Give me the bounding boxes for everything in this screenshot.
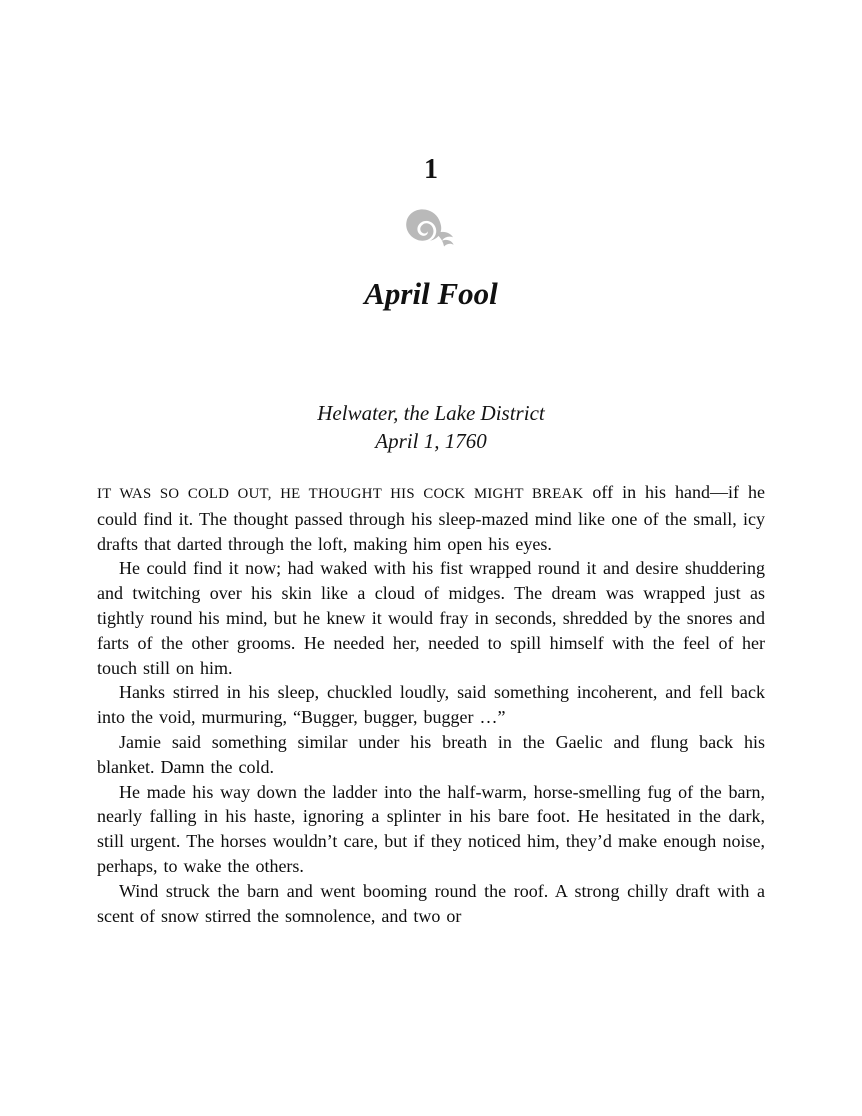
chapter-number: 1 xyxy=(424,154,438,185)
paragraph-text: off in his hand—if he could find it. The thought passed through his sleep-mazed mind like one of the small, icy drafts that darted through the loft, making him open his eyes. xyxy=(97,482,765,554)
paragraph: He made his way down the ladder into the half-warm, horse-smelling fug of the barn, nearly falling in his haste, ignoring a splinter in his bare foot. He hesitated in the dark, still urgent. The horses wouldn’t care, but if they noticed him, they’d make enough noise, perhaps, to wake the others. xyxy=(97,781,765,877)
chapter-title: April Fool xyxy=(364,276,498,311)
setting-location: Helwater, the Lake District xyxy=(317,401,545,426)
paragraph: He could find it now; had waked with his fist wrapped round it and desire shuddering and twitching over his skin like a cloud of midges. The dream was wrapped just as tightly round his mind, but he knew it would fray in seconds, shredded by the snores and farts of the other grooms. He needed her, needed to spill himself with the feel of her touch still on him. xyxy=(97,558,765,678)
smallcaps-lead: IT WAS SO COLD OUT, HE THOUGHT HIS COCK MIGHT BREAK xyxy=(97,486,584,503)
fleuron-icon xyxy=(97,208,765,249)
setting-date: April 1, 1760 xyxy=(375,429,487,454)
scene-setting xyxy=(97,399,765,455)
body-text xyxy=(97,480,765,928)
paragraph: Wind struck the barn and went booming round the roof. A strong chilly draft with a scent of snow stirred the somnolence, and two or xyxy=(97,880,765,926)
paragraph: Hanks stirred in his sleep, chuckled loudly, said something incoherent, and fell back into the void, murmuring, “Bugger, bugger, bugger …” xyxy=(97,682,765,728)
paragraph xyxy=(97,480,765,556)
paragraph: Jamie said something similar under his breath in the Gaelic and flung back his blanket. Damn the cold. xyxy=(97,732,765,777)
